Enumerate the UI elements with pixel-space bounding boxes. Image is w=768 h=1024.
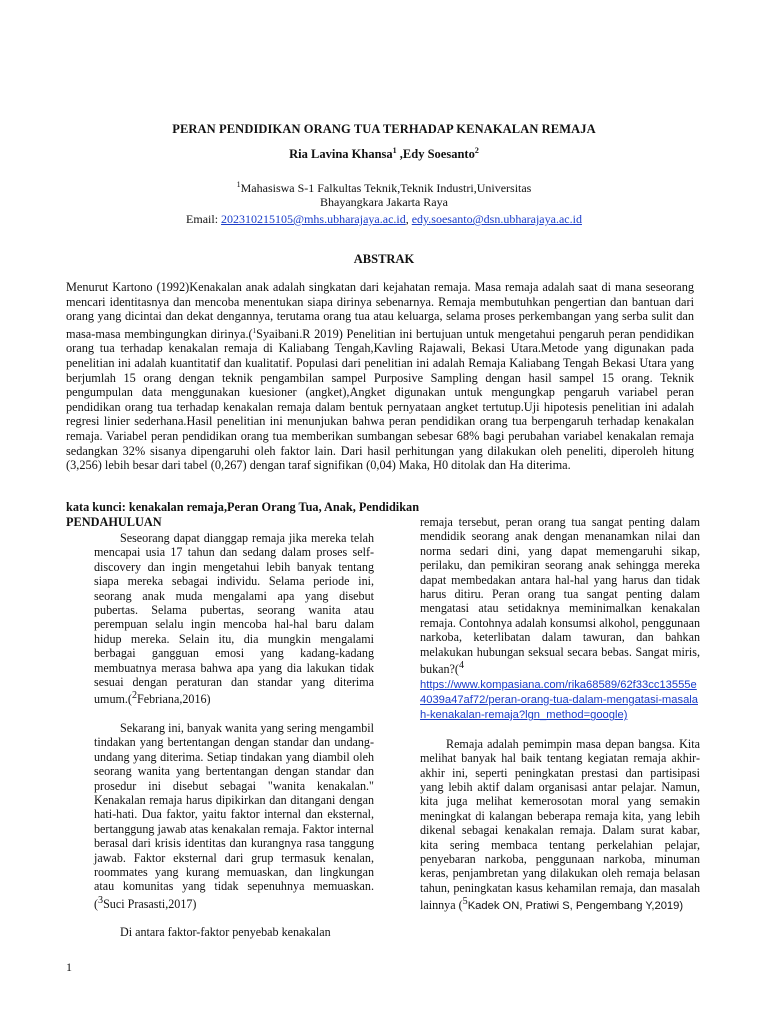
affiliation-mark: 1 <box>236 180 241 189</box>
email-line <box>0 212 768 227</box>
author-2-affil-mark: 2 <box>474 146 479 155</box>
affiliation-line-1: Mahasiswa S-1 Falkultas Teknik,Teknik Industri,Universitas <box>240 181 532 195</box>
left-paragraph-2-citation: Suci Prasasti,2017) <box>103 896 197 911</box>
right-paragraph-1-text: remaja tersebut, peran orang tua sangat penting dalam mendidik seorang anak dengan menanamkan nilai dan norma sedari dini, yang dapat memengaruhi sikap, perilaku, dan pemikiran seorang anak sehingga mereka dapat membedakan antara hal-hal yang harus dan tidak harus ditiru. Peran orang tua sangat penting dalam mengatasi atau setidaknya meminimalkan kenakalan remaja. Contohnya adalah konsumsi alkohol, penggunaan narkoba, keterlibatan dalam tawuran, dan bahkan melakukan hubungan seksual secara bebas. Sangat miris, bukan?( <box>420 515 700 677</box>
paper-title: PERAN PENDIDIKAN ORANG TUA TERHADAP KENAKALAN REMAJA <box>172 122 596 136</box>
email-link-2[interactable]: edy.soesanto@dsn.ubharajaya.ac.id <box>411 212 582 226</box>
right-paragraph-2-citation: Kadek ON, Pratiwi S, Pengembang Y,2019) <box>467 900 684 913</box>
right-paragraph-2-citation-mark: 5 <box>462 896 468 908</box>
abstract-body <box>66 280 694 473</box>
right-paragraph-2-text: Remaja adalah pemimpin masa depan bangsa. Kita melihat banyak hal baik tentang kegiatan remaja akhir-akhir ini, seperti peningkatan prestasi dan partisipasi yang lebih aktif dalam organisasi antar pelajar. Namun, kita juga melihat kemerosotan moral yang semakin meningkat di kalangan beberapa remaja kita, yang lebih dikenal sebagai kenakalan remaja. Dalam surat kabar, kita sering membaca tentang perkelahian pelajar, penyebaran narkoba, penggunaan narkoba, minuman keras, penjambretan yang dilakukan oleh remaja belasan tahun, peningkatan kasus kehamilan remaja, dan masalah lainnya ( <box>420 736 700 913</box>
affiliation <box>160 178 608 209</box>
abstract-heading: ABSTRAK <box>353 252 415 266</box>
email-label: Email: <box>186 212 222 226</box>
section-heading-introduction: PENDAHULUAN <box>66 515 162 529</box>
left-paragraph-2-citation-mark: 3 <box>98 894 104 906</box>
author-line <box>0 146 768 162</box>
email-separator: , <box>405 212 412 226</box>
right-paragraph-1 <box>420 515 700 723</box>
keywords: kata kunci: kenakalan remaja,Peran Orang Tua, Anak, Pendidikan <box>66 500 420 514</box>
affiliation-line-2: Bhayangkara Jakarta Raya <box>320 195 448 209</box>
left-paragraph-1-citation: Febriana,2016) <box>137 692 211 707</box>
author-1-affil-mark: 1 <box>392 146 397 155</box>
abstract-text-part-1: Menurut Kartono (1992)Kenakalan anak adalah singkatan dari kejahatan remaja. Masa remaja adalah saat di mana seseorang mencari identitasnya dan mencoba menentukan siapa dirinya sebenarnya. Remaja membutuhkan pengertian dan bantuan dari orang yang dicintai dan dekat dengannya, terutama orang tua atau keluarga, selama proses perkembangan yang serba sulit dan masa-masa membingungkan dirinya.( <box>66 280 694 341</box>
author-1: Ria Lavina Khansa <box>289 147 393 162</box>
left-paragraph-1-citation-mark: 2 <box>131 690 138 702</box>
right-paragraph-2 <box>420 737 700 914</box>
right-column <box>420 515 700 928</box>
right-paragraph-1-citation-mark: 4 <box>458 660 464 672</box>
abstract-citation-mark: 1 <box>252 326 257 335</box>
left-paragraph-1 <box>94 531 374 707</box>
left-paragraph-3: Di antara faktor-faktor penyebab kenakalan <box>120 925 331 940</box>
left-paragraph-1-text: Seseorang dapat dianggap remaja jika mereka telah mencapai usia 17 tahun dan sedang dalam proses self-discovery dan ingin mengetahui lebih banyak tentang siapa mereka sebagai individu. Selama periode ini, seorang anak muda mengalami apa yang disebut pubertas. Selama pubertas, seorang wanita atau perempuan selalu ingin mencoba hal-hal baru dalam hidup mereka. Selain itu, dia mungkin mengalami berbagai gangguan emosi yang kadang-kadang membuatnya merasa bahwa apa yang dia lakukan tidak sesuai dengan peraturan dan standar yang diterima umum.( <box>94 531 374 707</box>
left-column <box>94 531 374 954</box>
page-number: 1 <box>66 960 72 974</box>
left-paragraph-2-text: Sekarang ini, banyak wanita yang sering mengambil tindakan yang bertentangan dengan standar dan undang-undang yang diterima. Setiap tindakan yang diambil oleh seorang wanita yang bertentangan dengan standar dan prosedur ini disebut sebagai "wanita kenakalan." Kenakalan remaja harus dipikirkan dan ditangani dengan hati-hati. Dua faktor, yaitu faktor internal dan eksternal, bertanggung jawab atas kenakalan remaja. Faktor internal berasal dari krisis identitas dan kurangnya rasa tanggung jawab. Faktor eksternal dari grup termasuk kenalan, roommates yang kurang memuaskan, dan lingkungan atau komunitas yang tidak sepenuhnya memuaskan. ( <box>94 720 374 911</box>
author-separator: ,Edy Soesanto <box>396 147 475 162</box>
email-link-1[interactable]: 202310215105@mhs.ubharajaya.ac.id <box>221 212 406 226</box>
citation-url-link[interactable]: https://www.kompasiana.com/rika68589/62f33cc13555e4039a47af72/peran-orang-tua-dalam-mengatasi-masalah-kenakalan-remaja?lgn_method=google) <box>420 678 698 722</box>
left-paragraph-2 <box>94 721 374 911</box>
abstract-text-part-2: Syaibani.R 2019) Penelitian ini bertujuan untuk mengetahui pengaruh peran pendidikan orang tua terhadap kenakalan remaja di Kaliabang Tengah,Kavling Rajawali, Bekasi Utara.Metode yang digunakan pada penelitian ini adalah kuantitatif dan kualitatif. Populasi dari penelitian ini adalah Remaja Kaliabang Tengah Bekasi Utara yang berjumlah 15 orang dengan teknik pengambilan sampel Purposive Sampling dengan hasil sampel 15 orang. Teknik pengumpulan data menggunakan kuesioner (angket),Angket digunakan untuk mengungkap pengaruh variabel peran pendidikan orang tua terhadap kenakalan remaja dalam bentuk pernyataan angket tertutup.Uji hipotesis penelitian ini adalah regresi linier sederhana.Hasil penelitian ini menunjukan bahwa peran pendidikan orang tua berpengaruh terhadap kenakalan remaja. Variabel peran pendidikan orang tua memberikan sumbangan sebesar 68% bagi perubahan variabel kenakalan remaja sedangkan 32% sisanya dipengaruhi oleh faktor lain. Dari hasil perhitungan yang dilakukan oleh peneliti, diperoleh hitung (3,256) lebih besar dari tabel (0,267) dengan taraf signifikan (0,04) Maka, H0 ditolak dan Ha diterima. <box>66 326 694 473</box>
